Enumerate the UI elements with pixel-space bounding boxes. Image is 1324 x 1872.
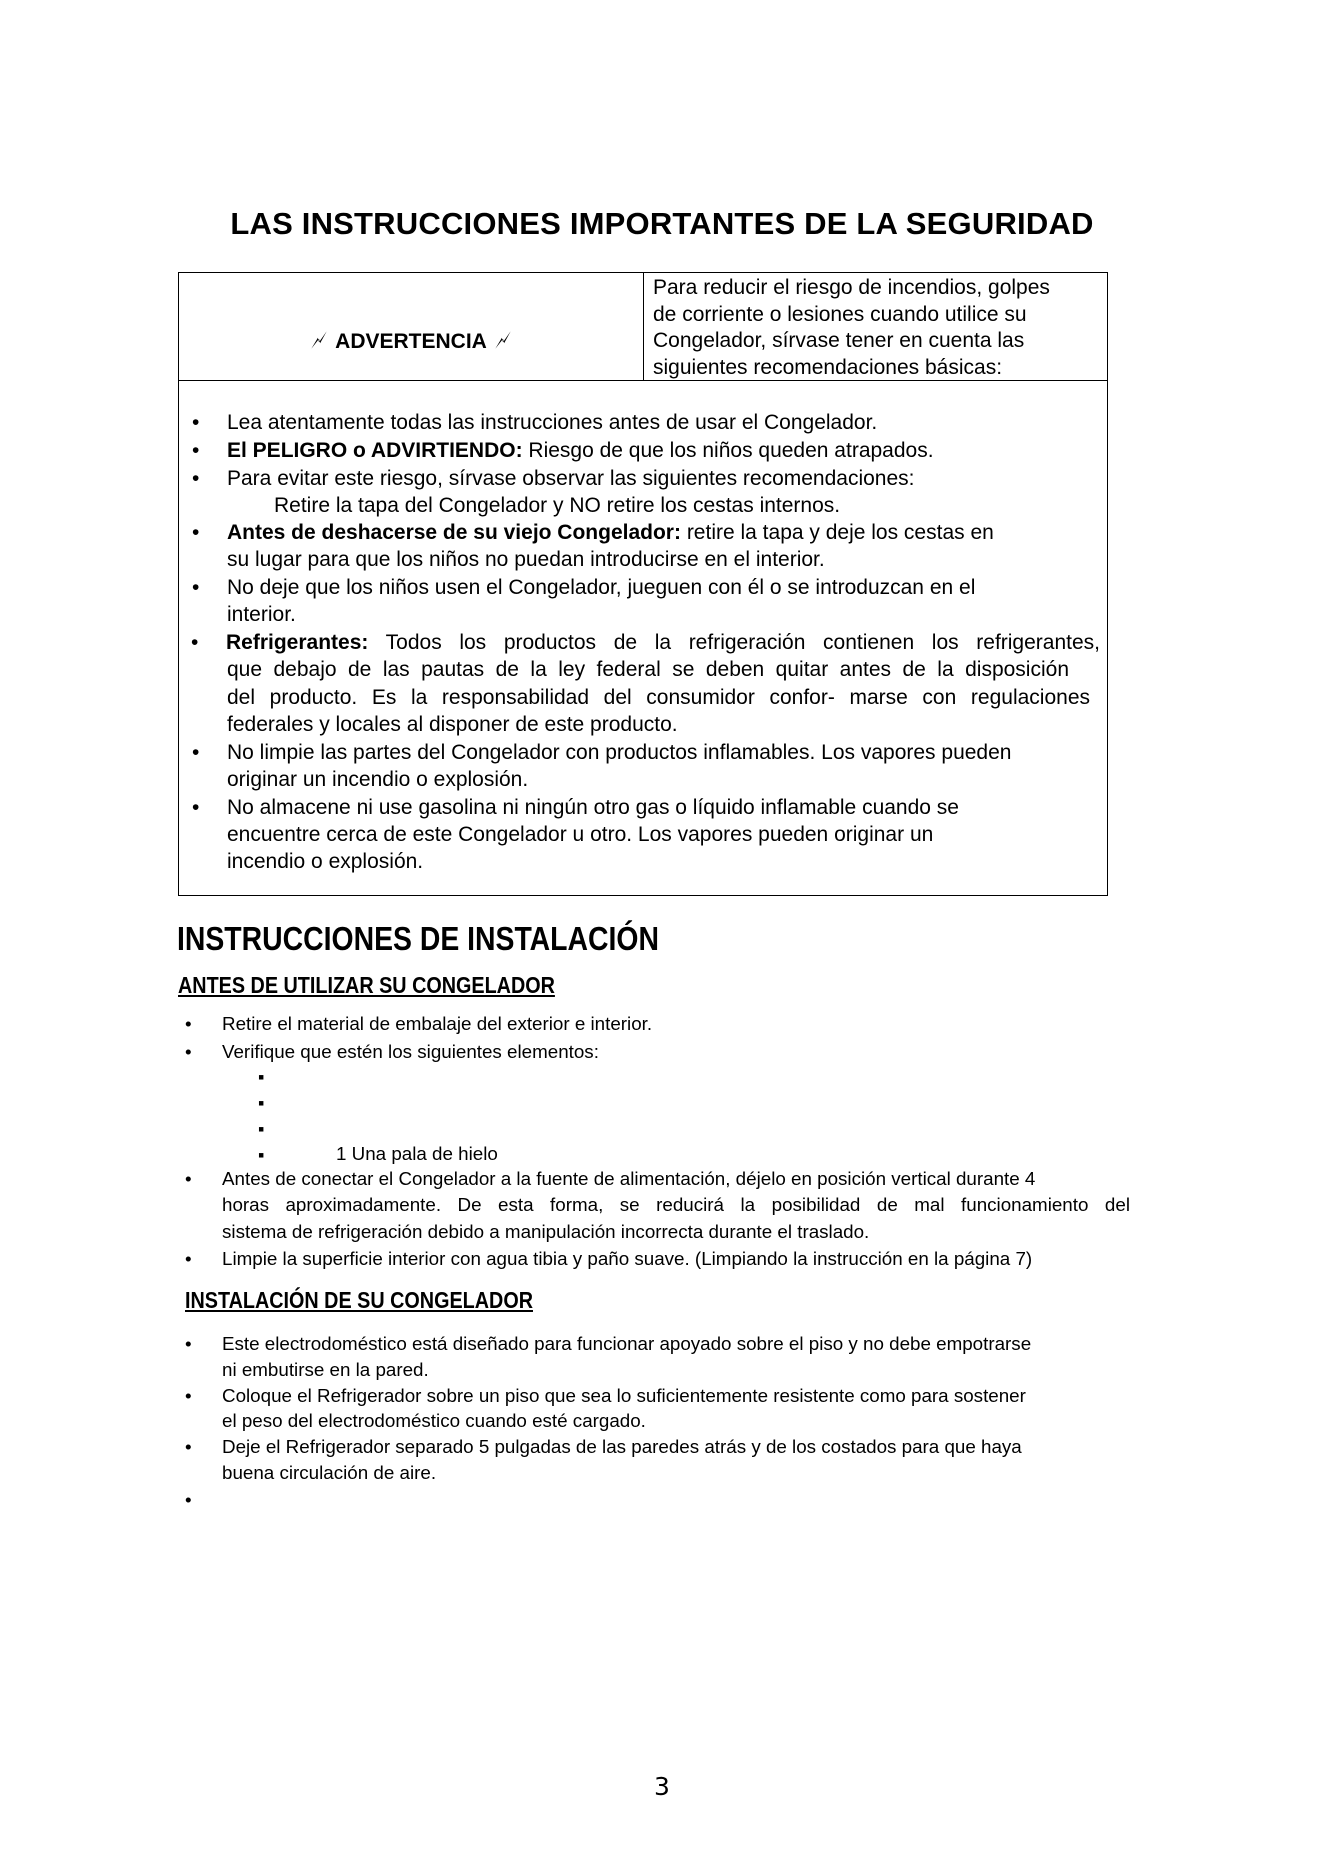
list-item: • No deje que los niños usen el Congelador, jueguen con él o se introduzcan en el [192, 576, 976, 599]
lightning-bolt-icon [492, 329, 514, 351]
warning-intro-line: Para reducir el riesgo de incendios, golpes [653, 276, 1050, 299]
warning-label-text: ADVERTENCIA [335, 330, 487, 353]
bullet: • [185, 1436, 192, 1457]
list-item-continuation: del producto. Es la responsabilidad del consumidor confor- marse con regulaciones [227, 686, 1090, 709]
list-item-continuation: interior. [227, 603, 296, 626]
list-item-continuation: horas aproximadamente. De esta forma, se reducirá la posibilidad de mal funcionamiento del [222, 1194, 1130, 1215]
warning-label-cell [179, 273, 644, 380]
section-heading-installation: INSTRUCCIONES DE INSTALACIÓN [177, 920, 659, 957]
list-item-continuation: sistema de refrigeración debido a manipulación incorrecta durante el traslado. [222, 1221, 870, 1242]
list-item: • Antes de deshacerse de su viejo Congelador: retire la tapa y deje los cestas en [192, 521, 994, 544]
bullet: • [192, 521, 200, 544]
list-item: • Lea atentamente todas las instrucciones antes de usar el Congelador. [192, 411, 878, 434]
bullet: • [185, 1333, 192, 1354]
list-item: • Retire el material de embalaje del exterior e interior. [222, 1011, 1130, 1037]
warning-intro [653, 275, 1105, 381]
warning-header [179, 273, 1107, 381]
list-item: • Refrigerantes: Todos los productos de la refrigeración contienen los refrigerantes, [191, 631, 1100, 654]
list-item-continuation: ni embutirse en la pared. [222, 1359, 429, 1380]
list-item-sub: Retire la tapa del Congelador y NO retire los cestas internos. [274, 494, 841, 517]
list-item-continuation: el peso del electrodoméstico cuando esté cargado. [222, 1410, 646, 1431]
list-item-continuation: encuentre cerca de este Congelador u otro. Los vapores pueden originar un [227, 823, 934, 846]
square-bullet: ▪ [258, 1119, 265, 1139]
list-item: • No almacene ni use gasolina ni ningún otro gas o líquido inflamable cuando se [192, 796, 959, 819]
bullet: • [185, 1489, 192, 1510]
bullet: • [192, 796, 200, 819]
bullet: • [192, 467, 200, 490]
bullet: • [192, 439, 200, 462]
lightning-bolt-icon [308, 329, 330, 351]
list-item-continuation: buena circulación de aire. [222, 1462, 437, 1483]
list-item: • Coloque el Refrigerador sobre un piso que sea lo suficientemente resistente como para sostener [222, 1383, 1130, 1409]
list-item: • No limpie las partes del Congelador con productos inflamables. Los vapores pueden [192, 741, 1012, 764]
list-item-continuation: su lugar para que los niños no puedan introducirse en el interior. [227, 548, 825, 571]
warning-intro-line: siguientes recomendaciones básicas: [653, 355, 1003, 379]
page-number: 3 [654, 1772, 670, 1801]
square-bullet: ▪ [258, 1093, 265, 1113]
list-item: • Verifique que estén los siguientes elementos: [222, 1039, 1130, 1065]
warning-label [179, 329, 643, 354]
list-item-continuation: federales y locales al disponer de este producto. [227, 713, 678, 736]
warning-intro-line: de corriente o lesiones cuando utilice su [653, 302, 1027, 326]
subsection-heading-before-use: ANTES DE UTILIZAR SU CONGELADOR [178, 972, 555, 998]
list-item: • Este electrodoméstico está diseñado para funcionar apoyado sobre el piso y no debe empotrarse [222, 1331, 1130, 1357]
list-item: • El PELIGRO o ADVIRTIENDO: Riesgo de que los niños queden atrapados. [192, 439, 934, 462]
list-item: • Antes de conectar el Congelador a la fuente de alimentación, déjelo en posición vertical durante 4 [222, 1166, 1130, 1192]
list-item-continuation: originar un incendio o explosión. [227, 768, 529, 791]
bullet: • [185, 1385, 192, 1406]
square-bullet: ▪ [258, 1067, 265, 1087]
list-item: • Deje el Refrigerador separado 5 pulgadas de las paredes atrás y de los costados para que haya [222, 1434, 1130, 1460]
bullet: • [185, 1248, 192, 1269]
bullet: • [192, 411, 200, 434]
list-item-sub: 1 Una pala de hielo [336, 1143, 498, 1164]
list-item-continuation: incendio o explosión. [227, 850, 424, 873]
list-item: • Limpie la superficie interior con agua tibia y paño suave. (Limpiando la instrucción en la página 7) [222, 1246, 1130, 1272]
warning-intro-line: Congelador, sírvase tener en cuenta las [653, 329, 1025, 352]
square-bullet: ▪ [258, 1145, 265, 1165]
bullet: • [191, 631, 199, 654]
list-item-continuation: que debajo de las pautas de la ley federal se deben quitar antes de la disposición [227, 658, 1069, 681]
subsection-heading-setup: INSTALACIÓN DE SU CONGELADOR [185, 1287, 533, 1313]
bullet: • [185, 1168, 192, 1189]
bullet: • [192, 741, 200, 764]
bullet: • [192, 576, 200, 599]
warning-box [178, 272, 1108, 896]
page-title: LAS INSTRUCCIONES IMPORTANTES DE LA SEGURIDAD [230, 206, 1094, 241]
bullet: • [185, 1041, 192, 1062]
bullet: • [185, 1013, 192, 1034]
list-item: • Para evitar este riesgo, sírvase observar las siguientes recomendaciones: [192, 467, 915, 490]
